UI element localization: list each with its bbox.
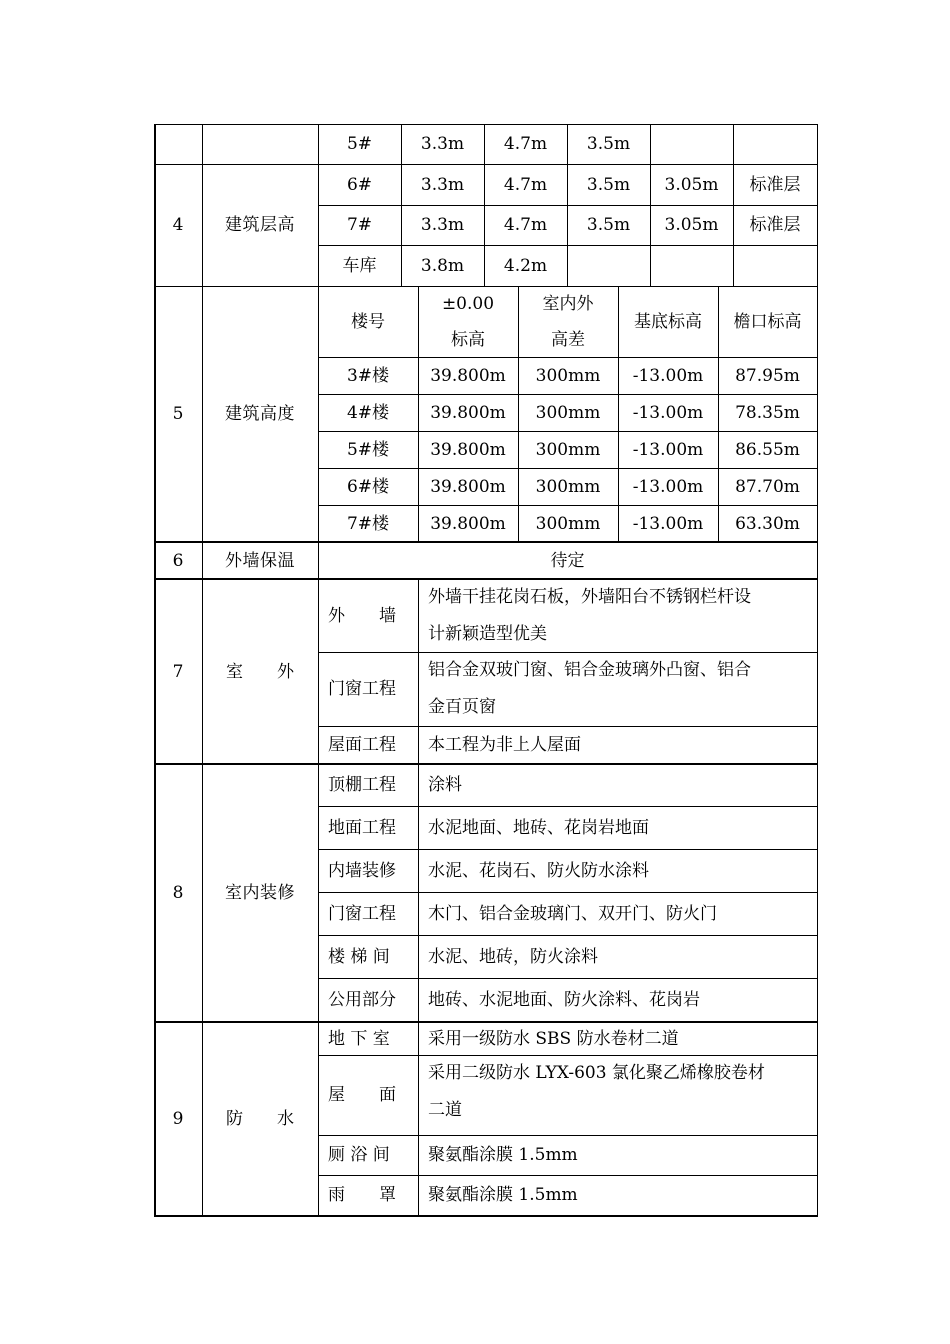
zero-cell: 39.800m <box>430 513 506 534</box>
header-line: 标高 <box>451 329 485 350</box>
sub-item-value <box>418 1055 817 1135</box>
zero-cell: 39.800m <box>430 476 506 497</box>
row-number: 7 <box>172 661 184 682</box>
sub-item-value: 水泥、地砖，防火涂料 <box>428 946 598 967</box>
eave-cell: 86.55m <box>735 439 800 460</box>
sub-item-value: 采用一级防水 SBS 防水卷材二道 <box>428 1028 679 1049</box>
row-number: 8 <box>172 883 184 903</box>
value-line: 外墙干挂花岗石板，外墙阳台不锈钢栏杆设 <box>428 587 751 607</box>
sub-item-value: 聚氨酯涂膜 1.5mm <box>428 1145 578 1165</box>
sub-item-label: 屋面工程 <box>328 735 396 755</box>
row-number: 4 <box>172 215 184 235</box>
building-cell: 7# <box>346 215 373 235</box>
sub-item-value: 聚氨酯涂膜 1.5mm <box>428 1185 578 1205</box>
diff-cell: 300mm <box>535 365 601 386</box>
sub-item-value: 本工程为非上人屋面 <box>428 735 581 755</box>
header-line: 高差 <box>551 329 585 350</box>
base-cell: -13.00m <box>632 476 704 497</box>
row-number: 9 <box>172 1109 184 1129</box>
item-label: 建筑高度 <box>225 404 295 424</box>
sub-item-label: 雨 罩 <box>328 1185 396 1205</box>
sub-item-label: 屋 面 <box>328 1085 396 1105</box>
eave-cell: 87.95m <box>735 365 800 386</box>
height-cell: 3.3m <box>420 134 465 154</box>
building-cell: 4#楼 <box>346 402 390 423</box>
base-cell: -13.00m <box>632 439 704 460</box>
column-header: 楼号 <box>351 311 385 332</box>
header-line: ±0.00 <box>441 293 495 314</box>
height-cell: 3.5m <box>586 215 631 235</box>
value-line: 采用二级防水 LYX-603 氯化聚乙烯橡胶卷材 <box>428 1063 765 1083</box>
sub-item-label: 内墙装修 <box>328 860 396 881</box>
item-label: 室内装修 <box>225 883 295 903</box>
sub-item-value: 涂料 <box>428 775 462 795</box>
building-cell: 6#楼 <box>346 476 390 497</box>
sub-item-value <box>418 652 817 726</box>
row-number: 5 <box>172 404 184 424</box>
height-cell: 3.5m <box>586 174 631 195</box>
height-cell: 4.7m <box>503 215 548 235</box>
base-cell: -13.00m <box>632 402 704 423</box>
sub-item-label: 顶棚工程 <box>328 775 396 795</box>
sub-item-label: 门窗工程 <box>328 903 396 924</box>
height-cell: 3.8m <box>420 255 465 276</box>
insulation-value: 待定 <box>550 550 585 571</box>
building-cell: 7#楼 <box>346 513 390 534</box>
column-header <box>518 286 618 357</box>
value-line: 铝合金双玻门窗、铝合金玻璃外凸窗、铝合 <box>428 660 751 680</box>
row-number: 6 <box>172 550 184 571</box>
item-label: 室 外 <box>226 661 294 682</box>
height-cell: 3.5m <box>586 134 631 154</box>
item-label: 外墙保温 <box>225 550 295 571</box>
sub-item-label: 地面工程 <box>328 817 396 838</box>
diff-cell: 300mm <box>535 439 601 460</box>
zero-cell: 39.800m <box>430 365 506 386</box>
sub-item-label: 外 墙 <box>328 605 396 626</box>
height-cell: 3.3m <box>420 174 465 195</box>
building-cell: 3#楼 <box>346 365 390 386</box>
column-header: 基底标高 <box>634 311 702 332</box>
sub-item-label: 厕 浴 间 <box>328 1145 390 1165</box>
sub-item-label: 楼 梯 间 <box>328 946 390 967</box>
sub-item-value: 地砖、水泥地面、防火涂料、花岗岩 <box>428 990 700 1010</box>
sub-item-label: 公用部分 <box>328 990 396 1010</box>
building-cell: 5# <box>346 134 373 154</box>
value-line: 计新颖造型优美 <box>428 624 547 644</box>
diff-cell: 300mm <box>535 476 601 497</box>
diff-cell: 300mm <box>535 513 601 534</box>
eave-cell: 63.30m <box>735 513 800 534</box>
base-cell: -13.00m <box>632 365 704 386</box>
note-cell: 标准层 <box>749 174 801 195</box>
sub-item-label: 门窗工程 <box>328 679 396 699</box>
table-border <box>817 124 818 1216</box>
building-cell: 6# <box>346 174 373 195</box>
height-cell: 4.2m <box>503 255 548 276</box>
value-line: 二道 <box>428 1100 462 1120</box>
base-cell: -13.00m <box>632 513 704 534</box>
height-cell: 3.05m <box>664 174 719 195</box>
height-cell: 3.3m <box>420 215 465 235</box>
eave-cell: 87.70m <box>735 476 800 497</box>
note-cell: 标准层 <box>749 215 801 235</box>
building-cell: 车库 <box>342 255 377 276</box>
sub-item-value: 水泥地面、地砖、花岗岩地面 <box>428 817 649 838</box>
height-cell: 4.7m <box>503 174 548 195</box>
sub-item-value: 水泥、花岗石、防火防水涂料 <box>428 860 649 881</box>
header-line: 室内外 <box>542 293 594 314</box>
sub-item-value: 木门、铝合金玻璃门、双开门、防火门 <box>428 903 717 924</box>
diff-cell: 300mm <box>535 402 601 423</box>
column-header: 檐口标高 <box>733 311 802 332</box>
item-label: 防 水 <box>226 1109 294 1129</box>
sub-item-value <box>418 579 817 652</box>
value-line: 金百页窗 <box>428 697 496 717</box>
item-label: 建筑层高 <box>225 215 295 235</box>
height-cell: 3.05m <box>664 215 719 235</box>
zero-cell: 39.800m <box>430 402 506 423</box>
zero-cell: 39.800m <box>430 439 506 460</box>
height-cell: 4.7m <box>503 134 548 154</box>
sub-item-label: 地 下 室 <box>328 1028 390 1049</box>
building-cell: 5#楼 <box>346 439 390 460</box>
eave-cell: 78.35m <box>735 402 800 423</box>
column-header <box>418 286 518 357</box>
